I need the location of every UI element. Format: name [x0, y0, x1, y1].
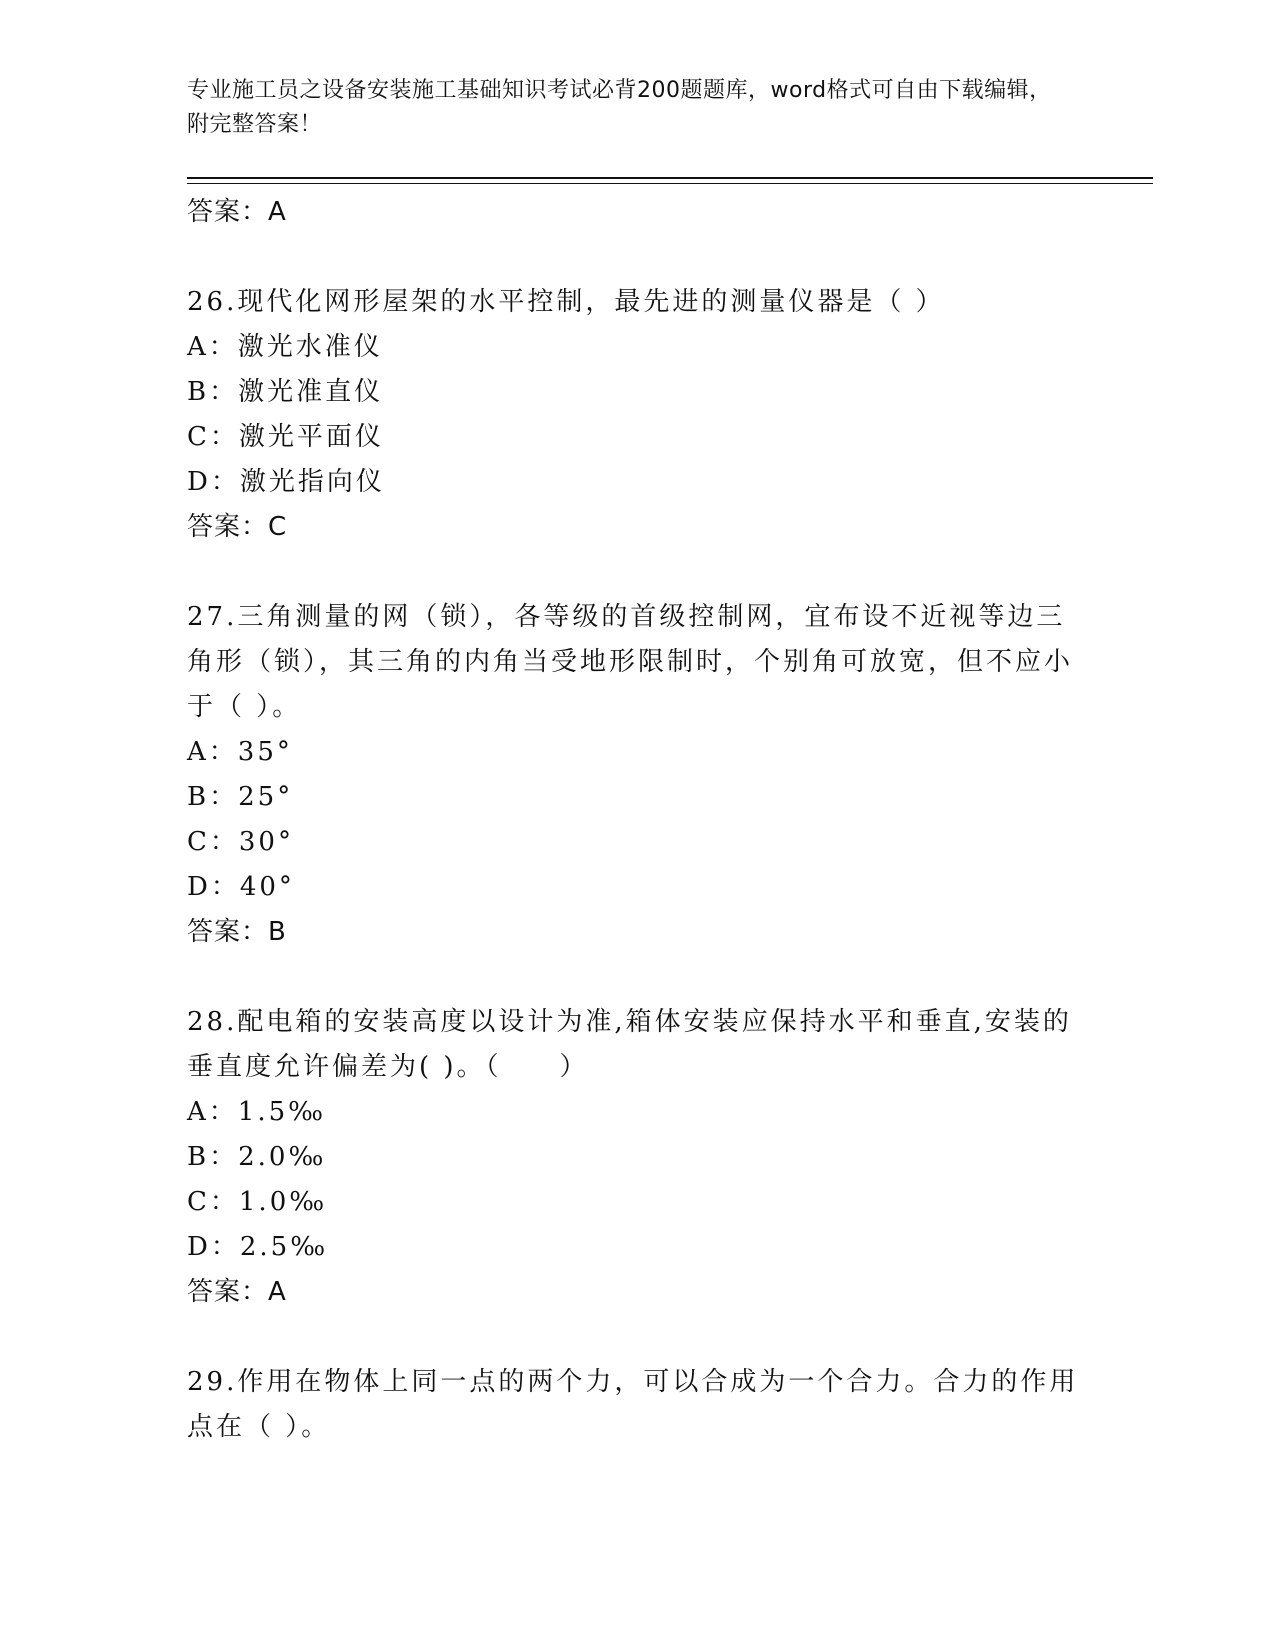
spacer: [187, 1314, 1087, 1360]
document-header: 专业施工员之设备安装施工基础知识考试必背200题题库，word格式可自由下载编辑，附完整答案！: [187, 78, 1052, 137]
spacer: [187, 549, 1087, 595]
option-c: C：激光平面仪: [187, 422, 384, 452]
spacer: [187, 954, 1087, 1000]
answer-value: A: [268, 1277, 287, 1307]
answer-value: C: [268, 512, 288, 542]
option-b: B：2.0‰: [187, 1142, 327, 1172]
document-body: [187, 190, 1087, 1450]
header-rule-thin: [187, 183, 1153, 184]
question-text: 29.作用在物体上同一点的两个力，可以合成为一个合力。合力的作用点在（ ）。: [187, 1367, 1079, 1442]
option-a: A：35°: [187, 737, 293, 767]
answer-value: B: [268, 917, 287, 947]
spacer: [187, 234, 1087, 280]
option-d: D：2.5‰: [187, 1232, 329, 1262]
question-text: 28.配电箱的安装高度以设计为准,箱体安装应保持水平和垂直,安装的垂直度允许偏差为( )。（ ）: [187, 1007, 1072, 1082]
option-b: B：25°: [187, 782, 294, 812]
answer-line: 答案：A: [187, 197, 287, 227]
option-d: D：激光指向仪: [187, 467, 385, 497]
answer-value: A: [268, 197, 287, 227]
option-b: B：激光准直仪: [187, 377, 384, 407]
question-block: [187, 280, 1087, 549]
option-d: D：40°: [187, 872, 295, 902]
option-a: A：激光水准仪: [187, 332, 383, 362]
header-rule-thick: [187, 177, 1153, 179]
answer-line: 答案：A: [187, 1277, 287, 1307]
option-c: C：1.0‰: [187, 1187, 328, 1217]
answer-line: 答案：C: [187, 512, 288, 542]
option-c: C：30°: [187, 827, 294, 857]
question-block: [187, 1360, 1087, 1450]
option-a: A：1.5‰: [187, 1097, 327, 1127]
question-block: [187, 1000, 1087, 1314]
answer-line: 答案：B: [187, 917, 287, 947]
question-text: 27.三角测量的网（锁），各等级的首级控制网，宜布设不近视等边三角形（锁），其三角的内角当受地形限制时，个别角可放宽，但不应小于（ ）。: [187, 602, 1074, 722]
question-text: 26.现代化网形屋架的水平控制，最先进的测量仪器是（ ）: [187, 287, 945, 317]
question-block: [187, 595, 1087, 954]
